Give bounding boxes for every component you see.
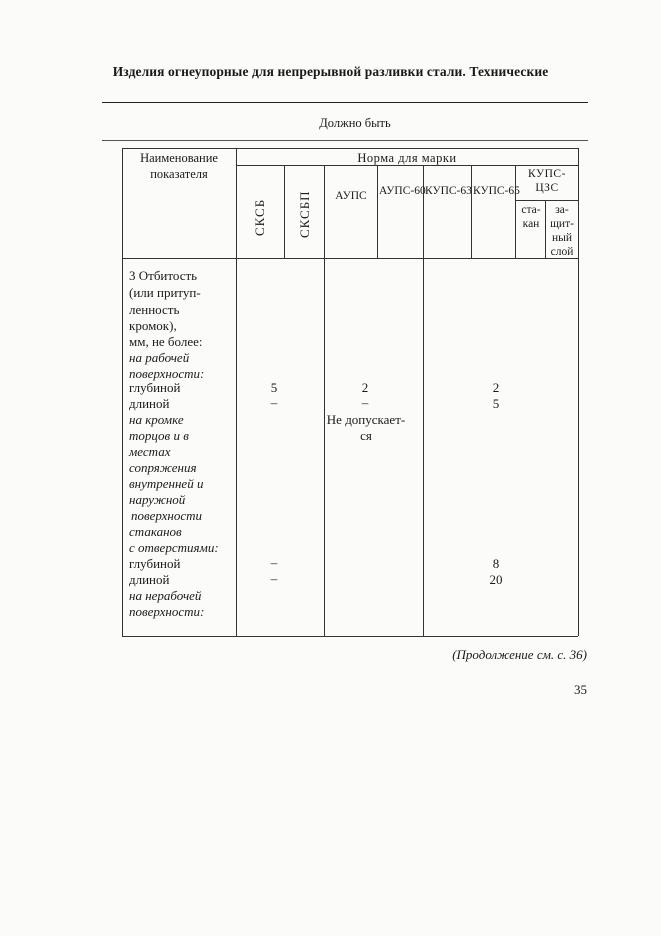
row-text: внутренней и — [129, 476, 204, 491]
continuation-note: (Продолжение см. с. 36) — [452, 647, 587, 662]
col-divider-2 — [284, 165, 285, 258]
row-text: ленность — [129, 302, 180, 317]
value-sksb-depth-2: – — [270, 555, 278, 570]
row-text: наружной — [129, 492, 186, 507]
header-norm: Норма для марки — [357, 151, 457, 165]
row-text: кромок), — [129, 318, 177, 333]
value-kups-depth-2: 8 — [492, 556, 500, 571]
row-text: поверхности — [131, 508, 203, 523]
subheading: Должно быть — [319, 116, 391, 130]
row-text: 3 Отбитость — [129, 268, 198, 283]
row-text: с отверстиями: — [129, 540, 219, 555]
col-sksbp: СКСБП — [297, 190, 312, 238]
value-aups-depth: 2 — [361, 380, 369, 395]
row-text: поверхности: — [129, 366, 205, 381]
col-divider-1 — [236, 148, 237, 636]
page-number: 35 — [574, 682, 587, 697]
value-kups-depth: 2 — [492, 380, 500, 395]
table-bottom-border — [122, 636, 578, 637]
col-aups: АУПС — [335, 190, 367, 202]
table-right-border — [578, 148, 579, 636]
col-divider-4 — [377, 165, 378, 258]
col-kups65: КУПС-65 — [473, 185, 520, 197]
thin-rule — [102, 140, 588, 141]
kupsczs-sub-line — [515, 200, 578, 201]
row-text: торцов и в — [129, 428, 189, 443]
col-kups63: КУПС-63 — [425, 185, 472, 197]
row-text: (или притуп- — [129, 285, 201, 300]
value-kups-length-2: 20 — [489, 572, 503, 587]
col-divider-5 — [423, 165, 424, 636]
row-text: на кромке — [129, 412, 184, 427]
table-left-border — [122, 148, 123, 636]
row-text: на нерабочей — [129, 588, 202, 603]
row-text: длиной — [129, 572, 170, 587]
col-divider-7 — [515, 165, 516, 258]
row-text: поверхности: — [129, 604, 205, 619]
col-divider-6 — [471, 165, 472, 258]
row-text: на рабочей — [129, 350, 190, 365]
row-text: сопряжения — [129, 460, 197, 475]
row-text: глубиной — [129, 556, 181, 571]
header-bottom-border — [122, 258, 578, 259]
row-text: мм, не более: — [129, 334, 203, 349]
row-text: местах — [129, 444, 171, 459]
value-aups-note: Не допускает-ся — [326, 412, 406, 443]
col-kupsczs: КУПС-ЦЗС — [528, 168, 566, 194]
header-indicator: Наименование показателя — [140, 151, 218, 181]
page-title: Изделия огнеупорные для непрерывной разливки стали. Технические — [112, 64, 549, 79]
value-sksb-length: – — [270, 395, 278, 410]
col-divider-3 — [324, 165, 325, 636]
value-kups-length: 5 — [492, 396, 500, 411]
value-sksb-length-2: – — [270, 571, 278, 586]
col-sksb: СКСБ — [252, 198, 267, 236]
table-top-border — [122, 148, 578, 149]
row-text: стаканов — [129, 524, 182, 539]
header-rule — [102, 102, 588, 103]
value-aups-length: – — [361, 395, 369, 410]
row-text: длиной — [129, 396, 170, 411]
sub-zashchitny: за-щит-ный слой — [550, 204, 574, 258]
row-text: глубиной — [129, 380, 181, 395]
col-aups60: АУПС-60 — [379, 185, 426, 197]
value-sksb-depth: 5 — [270, 380, 278, 395]
sub-stakan: ста-кан — [521, 204, 541, 230]
